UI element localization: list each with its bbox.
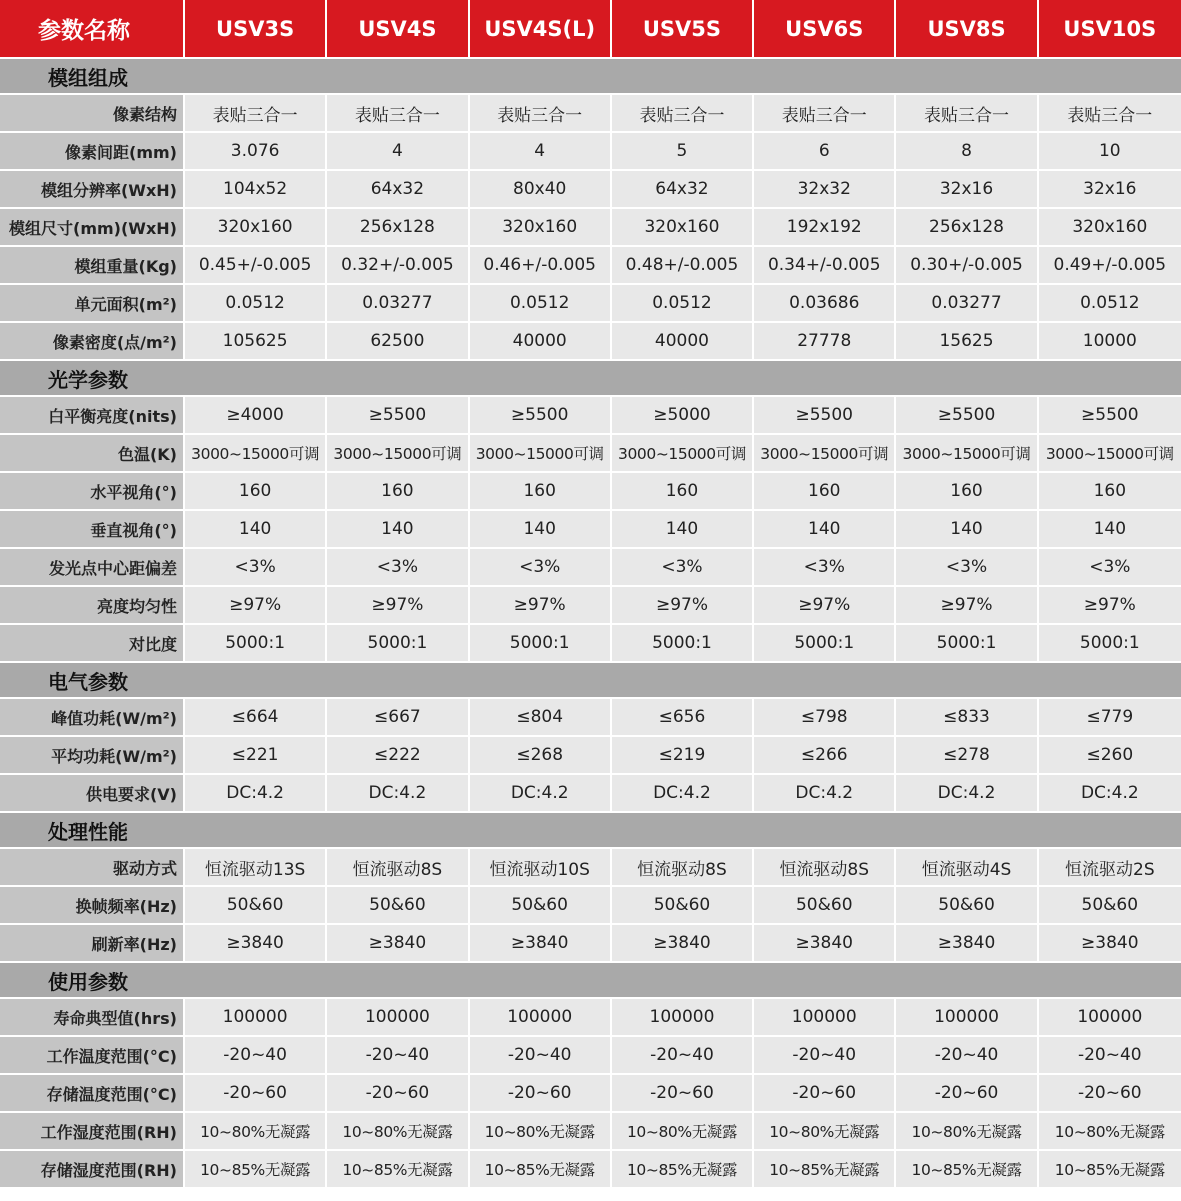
table-cell: -20~60 — [754, 1075, 896, 1111]
table-cell: 3000~15000可调 — [470, 435, 612, 471]
table-cell: -20~40 — [896, 1037, 1038, 1073]
table-cell: 恒流驱动8S — [612, 849, 754, 885]
table-cell: 50&60 — [185, 887, 327, 923]
row-label: 色温(K) — [0, 435, 185, 471]
table-cell: 160 — [612, 473, 754, 509]
table-cell: DC:4.2 — [327, 775, 469, 811]
table-cell: ≥97% — [185, 587, 327, 623]
table-cell: 10~85%无凝露 — [1039, 1151, 1181, 1187]
table-cell: ≥5500 — [327, 397, 469, 433]
table-cell: 5000:1 — [185, 625, 327, 661]
row-label: 工作湿度范围(RH) — [0, 1113, 185, 1149]
table-cell: 32x16 — [896, 171, 1038, 207]
table-row — [0, 1111, 1181, 1149]
table-cell: 10~80%无凝露 — [612, 1113, 754, 1149]
row-label: 模组尺寸(mm)(WxH) — [0, 209, 185, 245]
header-model: USV8S — [896, 0, 1038, 57]
table-cell: 256x128 — [896, 209, 1038, 245]
table-cell: 50&60 — [896, 887, 1038, 923]
table-cell: 100000 — [470, 999, 612, 1035]
table-cell: <3% — [185, 549, 327, 585]
table-cell: ≥5500 — [896, 397, 1038, 433]
table-cell: 10~80%无凝露 — [327, 1113, 469, 1149]
table-cell: 10~80%无凝露 — [470, 1113, 612, 1149]
table-cell: ≥5000 — [612, 397, 754, 433]
section-title: 电气参数 — [48, 669, 128, 694]
section-header-row — [0, 661, 1181, 697]
table-cell: 140 — [896, 511, 1038, 547]
table-cell: -20~40 — [185, 1037, 327, 1073]
section-title: 模组组成 — [48, 65, 128, 90]
table-body — [0, 57, 1181, 1187]
table-cell: ≥97% — [754, 587, 896, 623]
table-cell: ≥3840 — [612, 925, 754, 961]
table-cell: DC:4.2 — [896, 775, 1038, 811]
table-row — [0, 1073, 1181, 1111]
table-row — [0, 1035, 1181, 1073]
table-row — [0, 471, 1181, 509]
table-cell: -20~40 — [754, 1037, 896, 1073]
table-cell: -20~60 — [896, 1075, 1038, 1111]
table-cell: 50&60 — [470, 887, 612, 923]
table-cell: 10~85%无凝露 — [896, 1151, 1038, 1187]
section-title: 使用参数 — [48, 969, 128, 994]
table-cell: DC:4.2 — [612, 775, 754, 811]
table-cell: 100000 — [327, 999, 469, 1035]
table-cell: ≥3840 — [470, 925, 612, 961]
table-cell: 0.03686 — [754, 285, 896, 321]
table-cell: 3000~15000可调 — [327, 435, 469, 471]
table-cell: 0.03277 — [327, 285, 469, 321]
table-cell: 0.0512 — [612, 285, 754, 321]
table-cell: 表贴三合一 — [754, 95, 896, 131]
table-cell: 320x160 — [612, 209, 754, 245]
table-cell: ≤278 — [896, 737, 1038, 773]
table-cell: 5000:1 — [612, 625, 754, 661]
table-row — [0, 623, 1181, 661]
table-cell: 表贴三合一 — [470, 95, 612, 131]
table-cell: ≥3840 — [1039, 925, 1181, 961]
section-title: 处理性能 — [48, 819, 128, 844]
table-cell: 恒流驱动2S — [1039, 849, 1181, 885]
section-title: 光学参数 — [48, 367, 128, 392]
table-cell: 0.45+/-0.005 — [185, 247, 327, 283]
header-model: USV4S(L) — [470, 0, 612, 57]
table-cell: ≥97% — [1039, 587, 1181, 623]
row-label: 平均功耗(W/m²) — [0, 737, 185, 773]
table-cell: 160 — [1039, 473, 1181, 509]
table-cell: ≥97% — [612, 587, 754, 623]
table-cell: ≤804 — [470, 699, 612, 735]
section-header-row — [0, 811, 1181, 847]
table-cell: 表贴三合一 — [896, 95, 1038, 131]
table-cell: ≥97% — [327, 587, 469, 623]
table-cell: 105625 — [185, 323, 327, 359]
table-cell: ≤219 — [612, 737, 754, 773]
row-label: 寿命典型值(hrs) — [0, 999, 185, 1035]
header-label: 参数名称 — [0, 0, 185, 57]
table-cell: ≥3840 — [754, 925, 896, 961]
table-cell: ≥3840 — [896, 925, 1038, 961]
header-model: USV4S — [327, 0, 469, 57]
table-cell: 27778 — [754, 323, 896, 359]
table-cell: 5000:1 — [896, 625, 1038, 661]
table-cell: 10~85%无凝露 — [185, 1151, 327, 1187]
table-header-row — [0, 0, 1181, 57]
table-row — [0, 169, 1181, 207]
table-cell: -20~60 — [470, 1075, 612, 1111]
table-cell: 10000 — [1039, 323, 1181, 359]
table-cell: 恒流驱动10S — [470, 849, 612, 885]
table-cell: 5000:1 — [327, 625, 469, 661]
table-cell: 3.076 — [185, 133, 327, 169]
table-cell: ≥4000 — [185, 397, 327, 433]
table-cell: 0.48+/-0.005 — [612, 247, 754, 283]
row-label: 发光点中心距偏差 — [0, 549, 185, 585]
table-cell: 表贴三合一 — [327, 95, 469, 131]
table-cell: 140 — [327, 511, 469, 547]
table-cell: 3000~15000可调 — [896, 435, 1038, 471]
table-cell: 10~80%无凝露 — [896, 1113, 1038, 1149]
table-cell: ≥3840 — [327, 925, 469, 961]
table-row — [0, 93, 1181, 131]
table-cell: ≤779 — [1039, 699, 1181, 735]
table-cell: 10~80%无凝露 — [754, 1113, 896, 1149]
table-cell: 64x32 — [327, 171, 469, 207]
table-cell: ≤664 — [185, 699, 327, 735]
row-label: 存储湿度范围(RH) — [0, 1151, 185, 1187]
table-cell: 0.46+/-0.005 — [470, 247, 612, 283]
table-row — [0, 321, 1181, 359]
table-cell: <3% — [470, 549, 612, 585]
table-cell: 192x192 — [754, 209, 896, 245]
table-row — [0, 585, 1181, 623]
header-model: USV5S — [612, 0, 754, 57]
table-cell: 恒流驱动8S — [327, 849, 469, 885]
table-cell: 5 — [612, 133, 754, 169]
row-label: 白平衡亮度(nits) — [0, 397, 185, 433]
table-cell: 160 — [470, 473, 612, 509]
table-row — [0, 697, 1181, 735]
table-row — [0, 847, 1181, 885]
table-cell: -20~60 — [612, 1075, 754, 1111]
table-cell: ≥97% — [470, 587, 612, 623]
table-cell: ≤222 — [327, 737, 469, 773]
table-row — [0, 433, 1181, 471]
table-cell: ≤221 — [185, 737, 327, 773]
table-row — [0, 547, 1181, 585]
table-cell: 100000 — [185, 999, 327, 1035]
table-cell: 3000~15000可调 — [185, 435, 327, 471]
table-cell: -20~40 — [1039, 1037, 1181, 1073]
table-cell: 3000~15000可调 — [754, 435, 896, 471]
table-cell: 10~85%无凝露 — [754, 1151, 896, 1187]
table-cell: -20~40 — [470, 1037, 612, 1073]
row-label: 刷新率(Hz) — [0, 925, 185, 961]
table-cell: 恒流驱动8S — [754, 849, 896, 885]
table-cell: 140 — [754, 511, 896, 547]
table-cell: 5000:1 — [470, 625, 612, 661]
table-cell: 160 — [896, 473, 1038, 509]
table-cell: ≤266 — [754, 737, 896, 773]
table-cell: 0.34+/-0.005 — [754, 247, 896, 283]
row-label: 像素间距(mm) — [0, 133, 185, 169]
table-cell: 320x160 — [470, 209, 612, 245]
table-cell: <3% — [754, 549, 896, 585]
table-cell: DC:4.2 — [185, 775, 327, 811]
table-cell: 10~85%无凝露 — [470, 1151, 612, 1187]
table-cell: ≥97% — [896, 587, 1038, 623]
row-label: 供电要求(V) — [0, 775, 185, 811]
table-cell: 50&60 — [612, 887, 754, 923]
table-row — [0, 283, 1181, 321]
table-cell: 32x16 — [1039, 171, 1181, 207]
table-cell: 10~80%无凝露 — [1039, 1113, 1181, 1149]
table-row — [0, 923, 1181, 961]
table-cell: 140 — [470, 511, 612, 547]
table-cell: 8 — [896, 133, 1038, 169]
table-cell: 恒流驱动4S — [896, 849, 1038, 885]
table-cell: 100000 — [612, 999, 754, 1035]
table-cell: 10~85%无凝露 — [327, 1151, 469, 1187]
row-label: 对比度 — [0, 625, 185, 661]
header-model: USV3S — [185, 0, 327, 57]
row-label: 单元面积(m²) — [0, 285, 185, 321]
table-cell: ≥5500 — [470, 397, 612, 433]
table-cell: 10 — [1039, 133, 1181, 169]
table-cell: ≤798 — [754, 699, 896, 735]
table-cell: 表贴三合一 — [612, 95, 754, 131]
table-cell: 62500 — [327, 323, 469, 359]
table-cell: 256x128 — [327, 209, 469, 245]
header-model: USV10S — [1039, 0, 1181, 57]
table-cell: 3000~15000可调 — [612, 435, 754, 471]
row-label: 亮度均匀性 — [0, 587, 185, 623]
header-model: USV6S — [754, 0, 896, 57]
table-cell: 160 — [185, 473, 327, 509]
row-label: 像素密度(点/m²) — [0, 323, 185, 359]
table-cell: 3000~15000可调 — [1039, 435, 1181, 471]
table-cell: 0.0512 — [185, 285, 327, 321]
table-row — [0, 997, 1181, 1035]
table-row — [0, 885, 1181, 923]
table-cell: -20~60 — [185, 1075, 327, 1111]
table-cell: 4 — [327, 133, 469, 169]
table-cell: 160 — [327, 473, 469, 509]
table-cell: <3% — [327, 549, 469, 585]
row-label: 模组分辨率(WxH) — [0, 171, 185, 207]
table-cell: 5000:1 — [754, 625, 896, 661]
table-cell: 10~80%无凝露 — [185, 1113, 327, 1149]
table-row — [0, 245, 1181, 283]
table-cell: 50&60 — [1039, 887, 1181, 923]
table-cell: 40000 — [470, 323, 612, 359]
row-label: 存储温度范围(°C) — [0, 1075, 185, 1111]
table-cell: ≤260 — [1039, 737, 1181, 773]
table-cell: 0.49+/-0.005 — [1039, 247, 1181, 283]
section-header-row — [0, 359, 1181, 395]
table-cell: 50&60 — [754, 887, 896, 923]
table-cell: ≤833 — [896, 699, 1038, 735]
table-cell: 0.0512 — [470, 285, 612, 321]
table-row — [0, 509, 1181, 547]
table-cell: 140 — [185, 511, 327, 547]
table-cell: -20~40 — [327, 1037, 469, 1073]
table-cell: <3% — [896, 549, 1038, 585]
table-cell: ≤268 — [470, 737, 612, 773]
table-cell: 15625 — [896, 323, 1038, 359]
row-label: 换帧频率(Hz) — [0, 887, 185, 923]
section-header-row — [0, 57, 1181, 93]
table-cell: 0.0512 — [1039, 285, 1181, 321]
table-cell: 40000 — [612, 323, 754, 359]
table-cell: 6 — [754, 133, 896, 169]
table-cell: 100000 — [1039, 999, 1181, 1035]
table-cell: DC:4.2 — [1039, 775, 1181, 811]
table-row — [0, 395, 1181, 433]
table-cell: 140 — [1039, 511, 1181, 547]
table-row — [0, 207, 1181, 245]
table-cell: ≥3840 — [185, 925, 327, 961]
table-cell: DC:4.2 — [754, 775, 896, 811]
table-row — [0, 131, 1181, 169]
table-row — [0, 773, 1181, 811]
table-cell: 100000 — [896, 999, 1038, 1035]
table-row — [0, 735, 1181, 773]
table-cell: 32x32 — [754, 171, 896, 207]
row-label: 像素结构 — [0, 95, 185, 131]
table-cell: 80x40 — [470, 171, 612, 207]
table-cell: 320x160 — [1039, 209, 1181, 245]
table-row — [0, 1149, 1181, 1187]
table-cell: 100000 — [754, 999, 896, 1035]
table-cell: 恒流驱动13S — [185, 849, 327, 885]
row-label: 模组重量(Kg) — [0, 247, 185, 283]
table-cell: 0.30+/-0.005 — [896, 247, 1038, 283]
row-label: 垂直视角(°) — [0, 511, 185, 547]
table-cell: 160 — [754, 473, 896, 509]
table-cell: 5000:1 — [1039, 625, 1181, 661]
table-cell: ≥5500 — [1039, 397, 1181, 433]
row-label: 峰值功耗(W/m²) — [0, 699, 185, 735]
table-cell: 64x32 — [612, 171, 754, 207]
table-cell: ≤656 — [612, 699, 754, 735]
table-cell: 140 — [612, 511, 754, 547]
table-cell: -20~60 — [1039, 1075, 1181, 1111]
table-cell: 表贴三合一 — [185, 95, 327, 131]
table-cell: -20~60 — [327, 1075, 469, 1111]
table-cell: 表贴三合一 — [1039, 95, 1181, 131]
section-header-row — [0, 961, 1181, 997]
row-label: 驱动方式 — [0, 849, 185, 885]
table-cell: ≤667 — [327, 699, 469, 735]
table-cell: 320x160 — [185, 209, 327, 245]
table-cell: <3% — [1039, 549, 1181, 585]
table-cell: ≥5500 — [754, 397, 896, 433]
table-cell: 50&60 — [327, 887, 469, 923]
table-cell: <3% — [612, 549, 754, 585]
table-cell: 4 — [470, 133, 612, 169]
row-label: 工作温度范围(°C) — [0, 1037, 185, 1073]
table-cell: 10~85%无凝露 — [612, 1151, 754, 1187]
table-cell: DC:4.2 — [470, 775, 612, 811]
table-cell: 0.03277 — [896, 285, 1038, 321]
table-cell: -20~40 — [612, 1037, 754, 1073]
table-cell: 0.32+/-0.005 — [327, 247, 469, 283]
table-cell: 104x52 — [185, 171, 327, 207]
row-label: 水平视角(°) — [0, 473, 185, 509]
